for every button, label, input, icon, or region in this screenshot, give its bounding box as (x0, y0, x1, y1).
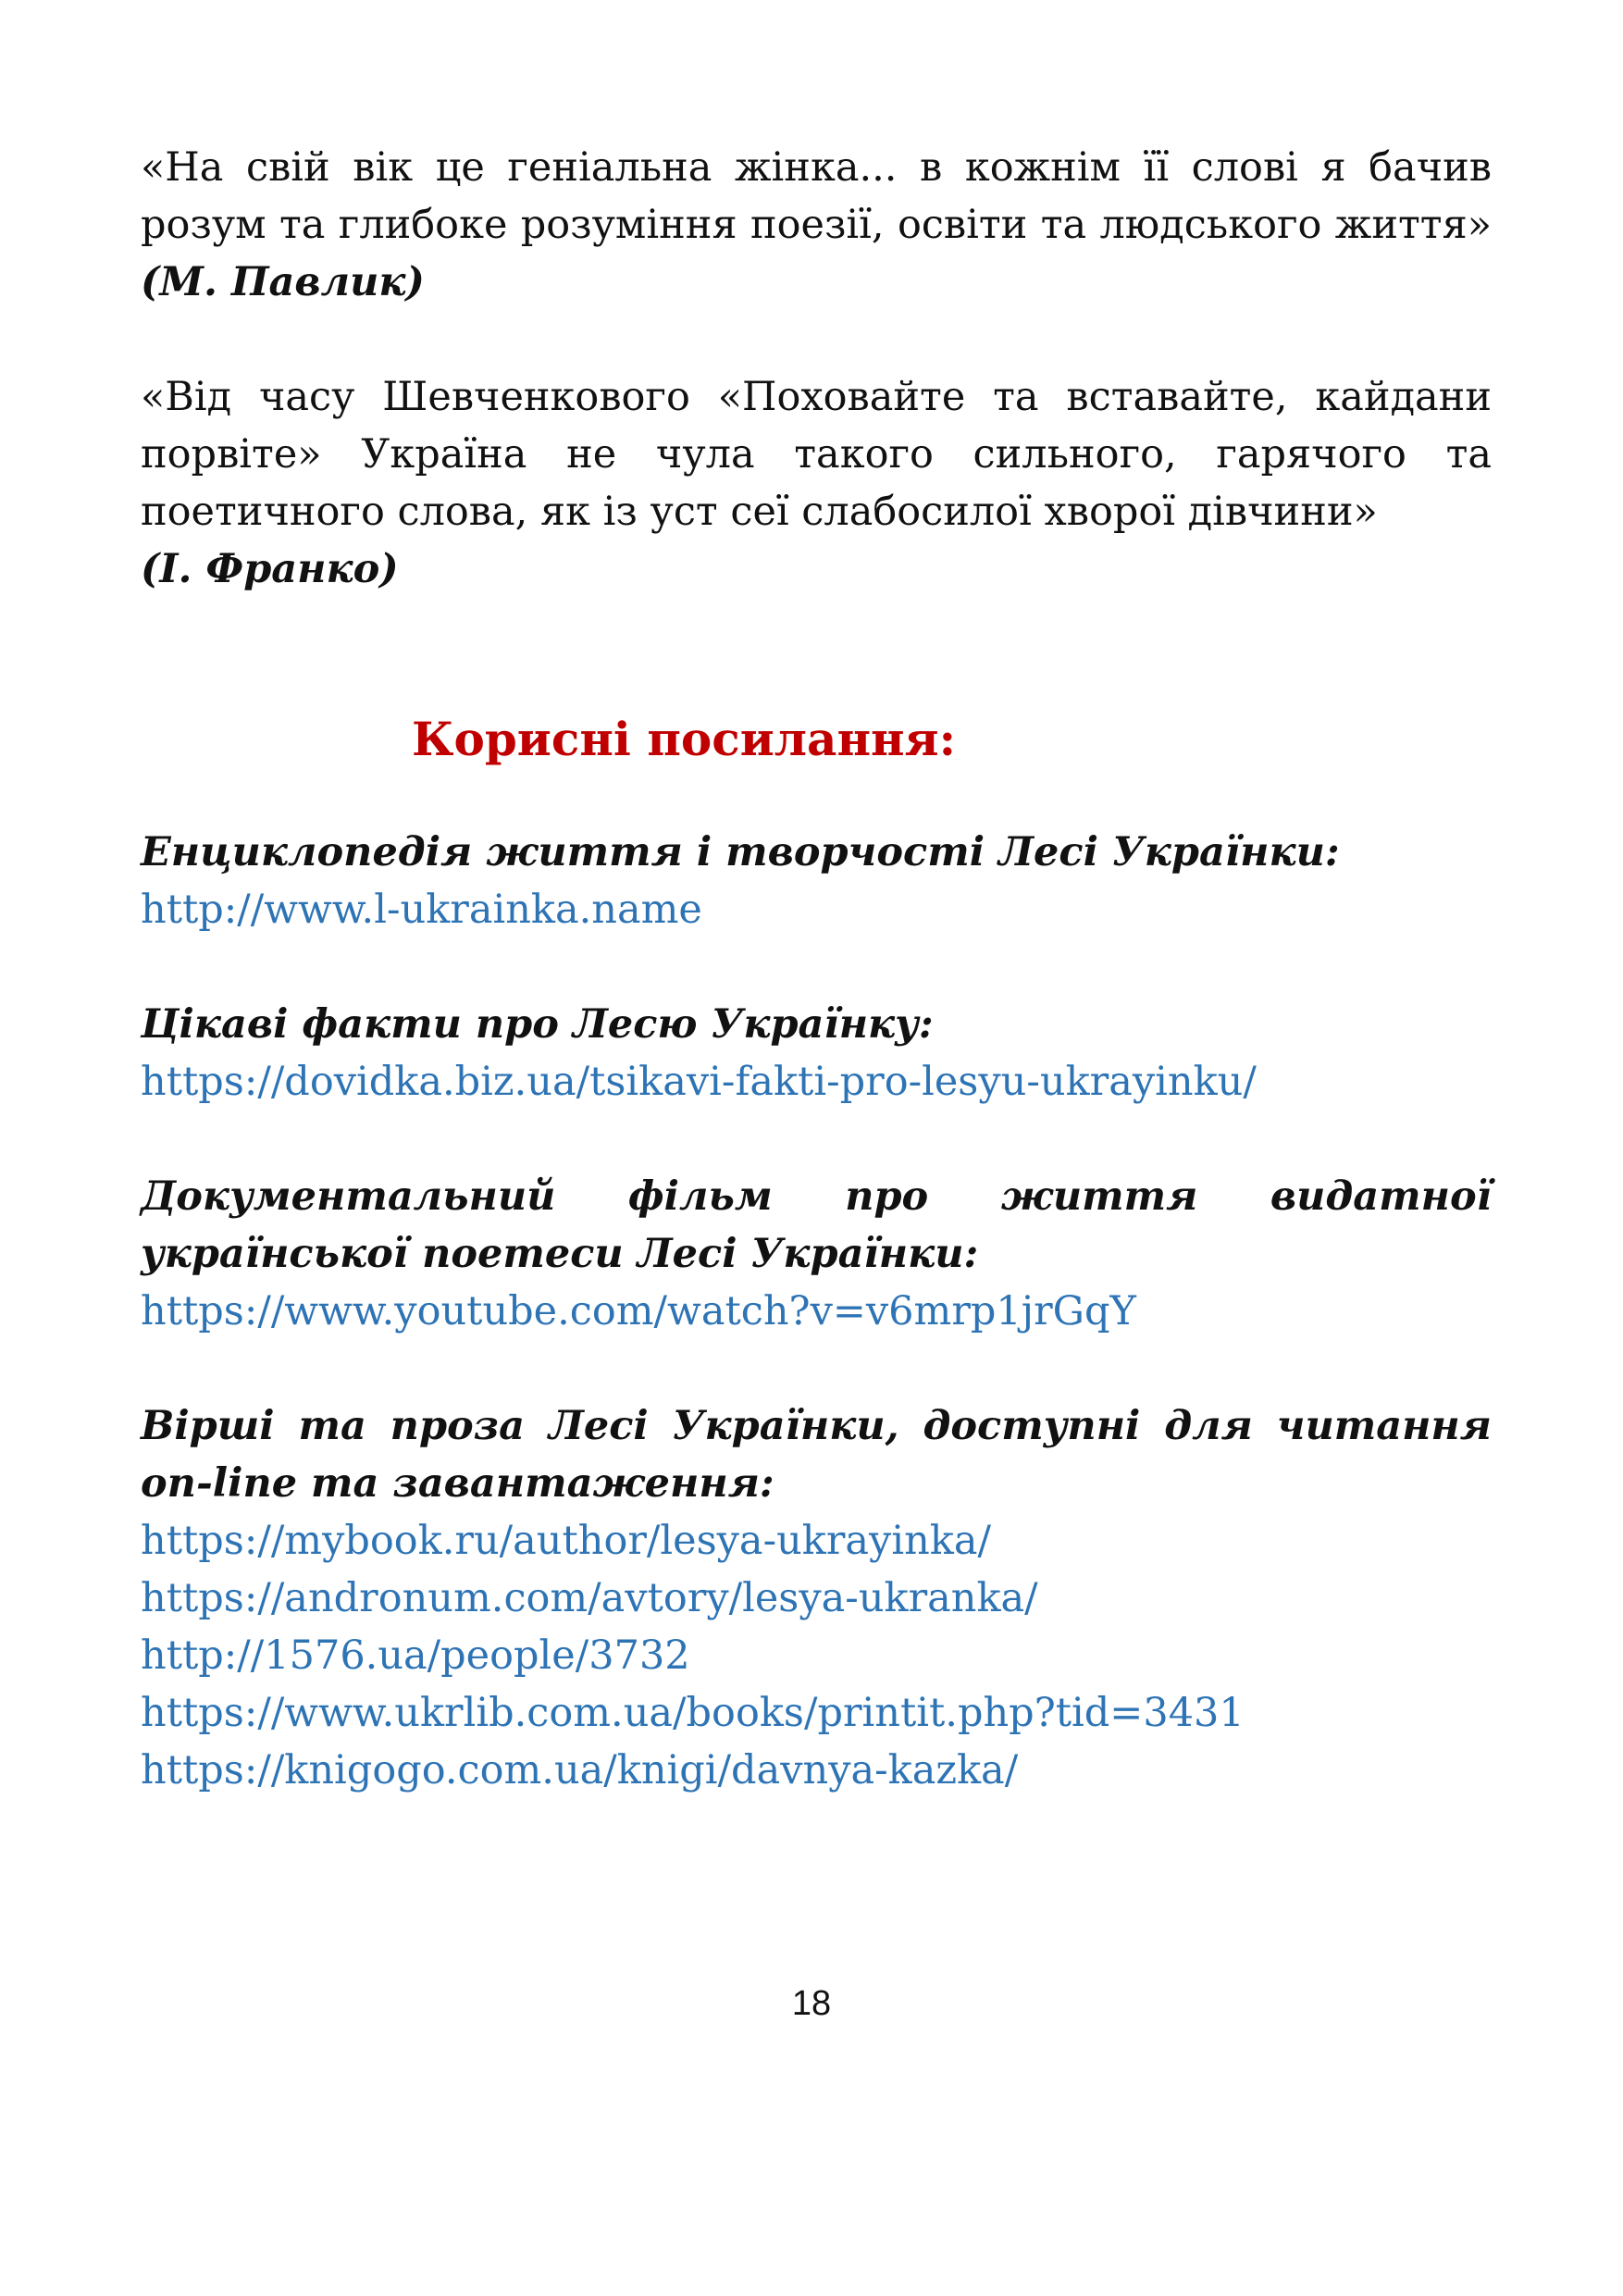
link-knigogo[interactable]: https://knigogo.com.ua/knigi/davnya-kazka/ (141, 1747, 1019, 1793)
link-andronum[interactable]: https://andronum.com/avtory/lesya-ukranka/ (141, 1575, 1038, 1621)
page-number: 18 (791, 1984, 832, 2023)
quote-text: «На свій вік це геніальна жінка... в кожнім її слові я бачив розум та глибоке розуміння поезії, освіти та людського життя» (141, 144, 1492, 248)
link-group-poems (141, 1397, 1492, 1799)
link-1576[interactable]: http://1576.ua/people/3732 (141, 1632, 690, 1679)
link-group-facts (141, 996, 1492, 1111)
link-dovidka[interactable]: https://dovidka.biz.ua/tsikavi-fakti-pro-lesyu-ukrayinku/ (141, 1059, 1257, 1105)
quotes-section (141, 139, 1492, 598)
section-title: Корисні посилання: (412, 712, 957, 766)
quote-author: (І. Франко) (141, 546, 399, 592)
link-group-encyclopedia (141, 824, 1492, 938)
link-group-title: Цікаві факти про Лесю Українку: (141, 1001, 934, 1048)
quote-franko (141, 368, 1492, 540)
quote-text: «Від часу Шевченкового «Поховайте та вставайте, кайдани порвіте» Україна не чула такого сильного, гарячого та поетичного слова, як із уст сеї слабосилої хворої дівчини» (141, 374, 1492, 535)
quote-author: (М. Павлик) (141, 259, 425, 305)
link-group-title: Енциклопедія життя і творчості Лесі Українки: (141, 829, 1340, 875)
quote-pavlyk (141, 139, 1492, 311)
link-l-ukrainka[interactable]: http://www.l-ukrainka.name (141, 887, 702, 933)
link-youtube[interactable]: https://www.youtube.com/watch?v=v6mrp1jrGqY (141, 1288, 1136, 1334)
link-group-title: Документальний фільм про життя видатної української поетеси Лесі Українки: (141, 1173, 1492, 1277)
useful-links (141, 824, 1492, 1856)
link-group-documentary (141, 1168, 1492, 1340)
link-mybook[interactable]: https://mybook.ru/author/lesya-ukrayinka/ (141, 1518, 991, 1564)
link-group-title: Вірші та проза Лесі Українки, доступні для читання on-line та завантаження: (141, 1403, 1492, 1507)
link-ukrlib[interactable]: https://www.ukrlib.com.ua/books/printit.php?tid=3431 (141, 1690, 1245, 1736)
